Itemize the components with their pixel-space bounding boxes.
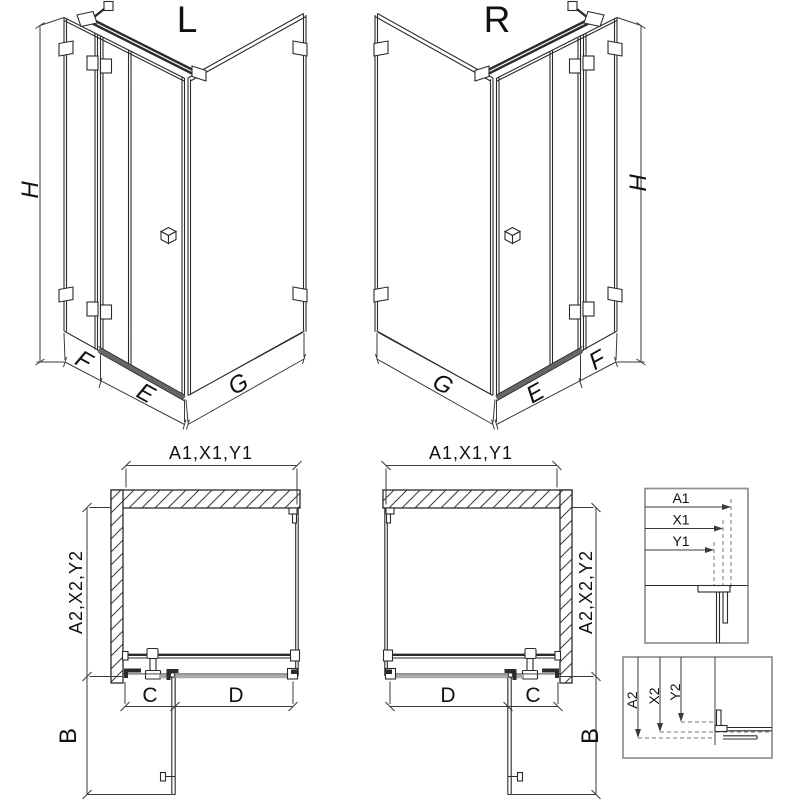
- detail-a1-label: A1: [672, 490, 690, 506]
- iso-right-height-label: H: [625, 174, 652, 192]
- iso-left-side-label: G: [223, 368, 254, 401]
- detail-x1-label: X1: [672, 511, 690, 528]
- iso-left-height-label: H: [17, 181, 44, 199]
- iso-view-right: [374, 0, 652, 430]
- plan-left-depth-label: A2,X2,Y2: [66, 549, 86, 635]
- iso-right-fixed-label: F: [584, 345, 611, 376]
- detail-y2-label: Y2: [667, 683, 683, 701]
- plan-left-c-label: C: [142, 684, 158, 707]
- iso-right-door-label: E: [521, 377, 549, 410]
- detail-width-border: [645, 489, 748, 644]
- iso-view-left: [17, 0, 307, 430]
- plan-left-d-label: D: [228, 684, 244, 707]
- iso-left-door-label: E: [132, 377, 160, 410]
- detail-box-width: [645, 489, 748, 644]
- iso-right-side-label: G: [427, 368, 458, 401]
- profile-bracket-section-2: [715, 726, 727, 732]
- detail-a2-label: A2: [624, 691, 640, 709]
- plan-right-c-label: C: [525, 684, 541, 707]
- building-wall-top-right: [383, 490, 572, 508]
- plan-left-b-label: B: [55, 727, 82, 745]
- plan-right-width-label: A1,X1,Y1: [428, 443, 514, 463]
- detail-x2-label: X2: [646, 687, 662, 705]
- iso-left-fixed-label: F: [70, 345, 97, 376]
- building-wall-top: [111, 490, 300, 508]
- plan-right-b-label: B: [577, 727, 604, 745]
- plan-right-d-label: D: [440, 684, 456, 707]
- detail-box-depth: [623, 657, 772, 758]
- plan-view-right: [382, 443, 605, 799]
- iso-right-title: R: [483, 0, 511, 40]
- building-wall-left: [111, 490, 123, 683]
- wall-profile-section: [698, 586, 730, 593]
- plan-right-depth-label: A2,X2,Y2: [576, 549, 596, 635]
- detail-y1-label: Y1: [672, 533, 690, 549]
- plan-left-width-label: A1,X1,Y1: [168, 443, 254, 463]
- detail-depth-border: [623, 657, 772, 758]
- profile-leg-section: [723, 592, 728, 623]
- plan-view-left: [55, 443, 302, 799]
- building-wall-right: [560, 490, 572, 683]
- iso-left-title: L: [176, 0, 198, 40]
